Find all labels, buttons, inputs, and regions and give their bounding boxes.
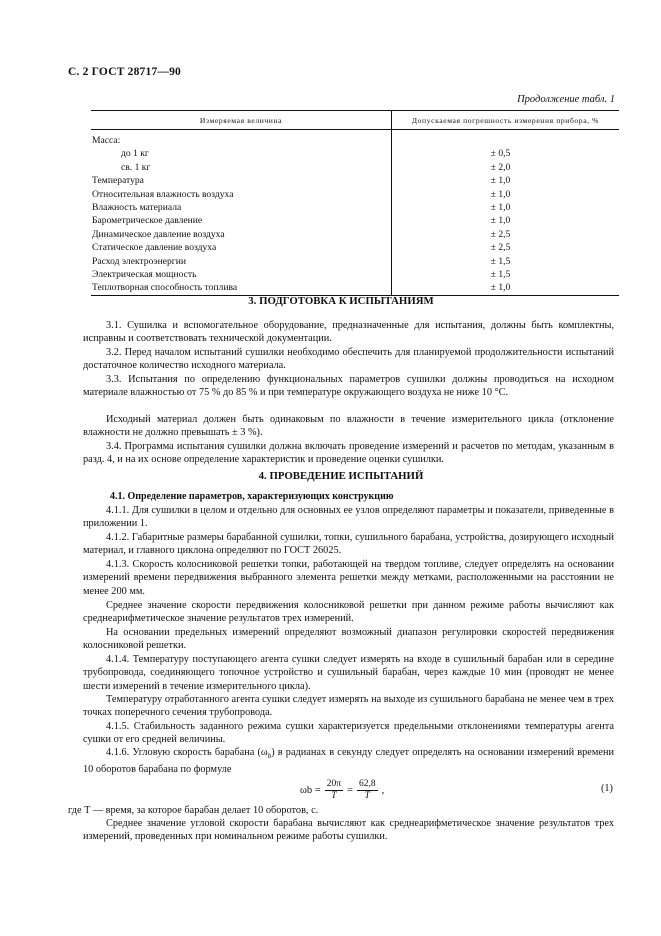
row-value: ± 0,5 xyxy=(490,148,511,160)
paragraph-3-2: 3.2. Перед началом испытаний сушилки необходимо обеспечить для планируемой продолжительности испытаний достаточное количество исходного материала. xyxy=(83,347,614,372)
table-row xyxy=(91,268,619,281)
row-value: ± 2,5 xyxy=(490,242,511,254)
row-value: ± 1,0 xyxy=(490,202,511,214)
measurement-table xyxy=(91,110,619,296)
formula-lhs: ωb = xyxy=(300,785,321,796)
formula-fraction-1: $\frac{20\pi}{T}$ xyxy=(326,779,342,801)
row-label: Температура xyxy=(91,174,392,187)
row-label: Влажность материала xyxy=(91,201,392,214)
table-row xyxy=(91,174,619,187)
row-label: Относительная влажность воздуха xyxy=(91,188,392,201)
row-label: Масса: xyxy=(91,130,392,148)
section-3-title: 3. ПОДГОТОВКА К ИСПЫТАНИЯМ xyxy=(248,295,434,307)
paragraph-3-1: 3.1. Сушилка и вспомогательное оборудование, предназначенные для испытания, должны быть комплектны, исправны и соответствовать технической документации. xyxy=(83,320,614,345)
table-row xyxy=(91,255,619,268)
paragraph-4-1-6: 4.1.6. Угловую скорость барабана $(\omega_b)$ в радианах в секунду следует определять на основании измерений времени 10 оборотов барабана по формуле xyxy=(83,747,614,776)
subsection-4-1-title: 4.1. Определение параметров, характеризующих конструкцию xyxy=(110,491,394,502)
table-row xyxy=(91,228,619,241)
row-value: ± 1,0 xyxy=(490,215,511,227)
paragraph-4-1-3-c: На основании предельных измерений определяют возможный диапазон регулировки скоростей передвижения колосниковой решетки. xyxy=(83,627,614,652)
table-row xyxy=(91,241,619,254)
paragraph-4-1-4: 4.1.4. Температуру поступающего агента сушки следует измерять на входе в сушильный барабан или в середине трубопровода, соединяющего топочное устройство и сушильный барабан, через каждые 10 мин (проводят не менее шести измерений в течение измерительного цикла). xyxy=(83,654,614,692)
paragraph-3-4: 3.4. Программа испытания сушилки должна включать проведение измерений и расчетов по методам, указанным в разд. 4, и на их основе определение характеристик и проведение оценки сушилки. xyxy=(83,441,614,466)
paragraph-4-1-3-b: Среднее значение скорости передвижения колосниковой решетки при данном режиме работы вычисляют как среднеарифметическое значение результатов трех измерений. xyxy=(83,600,614,625)
row-label: Статическое давление воздуха xyxy=(91,241,392,254)
table-row xyxy=(91,201,619,214)
paragraph-4-1-6-final: Среднее значение угловой скорости барабана вычисляют как среднеарифметическое значение результатов трех измерений, проведенных при номинальном режиме работы сушилки. xyxy=(83,818,614,843)
table-row xyxy=(91,281,619,295)
section-4-title: 4. ПРОВЕДЕНИЕ ИСПЫТАНИЙ xyxy=(258,470,424,482)
paragraph-4-1-4-b: Температуру отработанного агента сушки следует измерять на выходе из сушильного барабана не менее чем в трех точках поперечного сечения трубопровода. xyxy=(83,694,614,719)
page-header: С. 2 ГОСТ 28717—90 xyxy=(68,66,181,78)
paragraph-4-1-5: 4.1.5. Стабильность заданного режима сушки характеризуется предельными отклонениями температуры агента сушки от его средней величины. xyxy=(83,721,614,746)
row-value: ± 1,0 xyxy=(392,281,620,295)
column-header-error: Допускаемая погрешность измерения прибора, % xyxy=(392,111,620,130)
column-header-quantity: Измеряемая величина xyxy=(91,111,392,130)
row-label: Динамическое давление воздуха xyxy=(91,228,392,241)
table-continuation-note: Продолжение табл. 1 xyxy=(517,94,615,105)
row-label: Электрическая мощность xyxy=(91,268,392,281)
row-label: Теплотворная способность топлива xyxy=(91,281,392,295)
row-value: ± 1,5 xyxy=(490,255,511,267)
table-row xyxy=(91,130,619,148)
table-row xyxy=(91,214,619,227)
paragraph-3-3: 3.3. Испытания по определению функциональных параметров сушилки должны проводиться на исходном материале влажностью от 75 % до 85 % и при температуре окружающего воздуха не ниже 10 °С. xyxy=(83,374,614,399)
paragraph-4-1-3: 4.1.3. Скорость колосниковой решетки топки, работающей на твердом топливе, следует определять на основании измерений времени передвижения выбранного элемента решетки между метками, расположенными на расстоянии не менее 200 мм. xyxy=(83,559,614,597)
table-row xyxy=(91,161,619,174)
table-row xyxy=(91,147,619,160)
formula-number: (1) xyxy=(600,783,613,794)
paragraph-3-3-cont: Исходный материал должен быть одинаковым по влажности в течение измерительного цикла (отклонение влажности не должно превышать ± 3 %). xyxy=(83,414,614,439)
row-value: ± 2,0 xyxy=(490,161,511,173)
row-label: Барометрическое давление xyxy=(91,214,392,227)
row-value: ± 1,0 xyxy=(490,188,511,200)
row-value: ± 1,0 xyxy=(490,175,511,187)
paragraph-4-1-1: 4.1.1. Для сушилки в целом и отдельно для основных ее узлов определяют параметры и показатели, приведенные в приложении 1. xyxy=(83,505,614,530)
formula-1: ωb = $\frac{20\pi}{T}$ = $\frac{62,8}{T}$ , xyxy=(300,779,385,801)
row-value: ± 1,5 xyxy=(490,269,511,281)
row-label: Расход электроэнергии xyxy=(91,255,392,268)
formula-fraction-2: $\frac{62,8}{T}$ xyxy=(358,779,376,801)
table-row xyxy=(91,188,619,201)
row-label: до 1 кг xyxy=(91,147,392,160)
row-label: св. 1 кг xyxy=(91,161,392,174)
row-value: ± 2,5 xyxy=(490,228,511,240)
paragraph-4-1-2: 4.1.2. Габаритные размеры барабанной сушилки, топки, сушильного барабана, устройства, дозирующего исходный материал, и главного циклона определяют по ГОСТ 26025. xyxy=(83,532,614,557)
formula-explanation: где T — время, за которое барабан делает 10 оборотов, с. xyxy=(68,805,319,816)
